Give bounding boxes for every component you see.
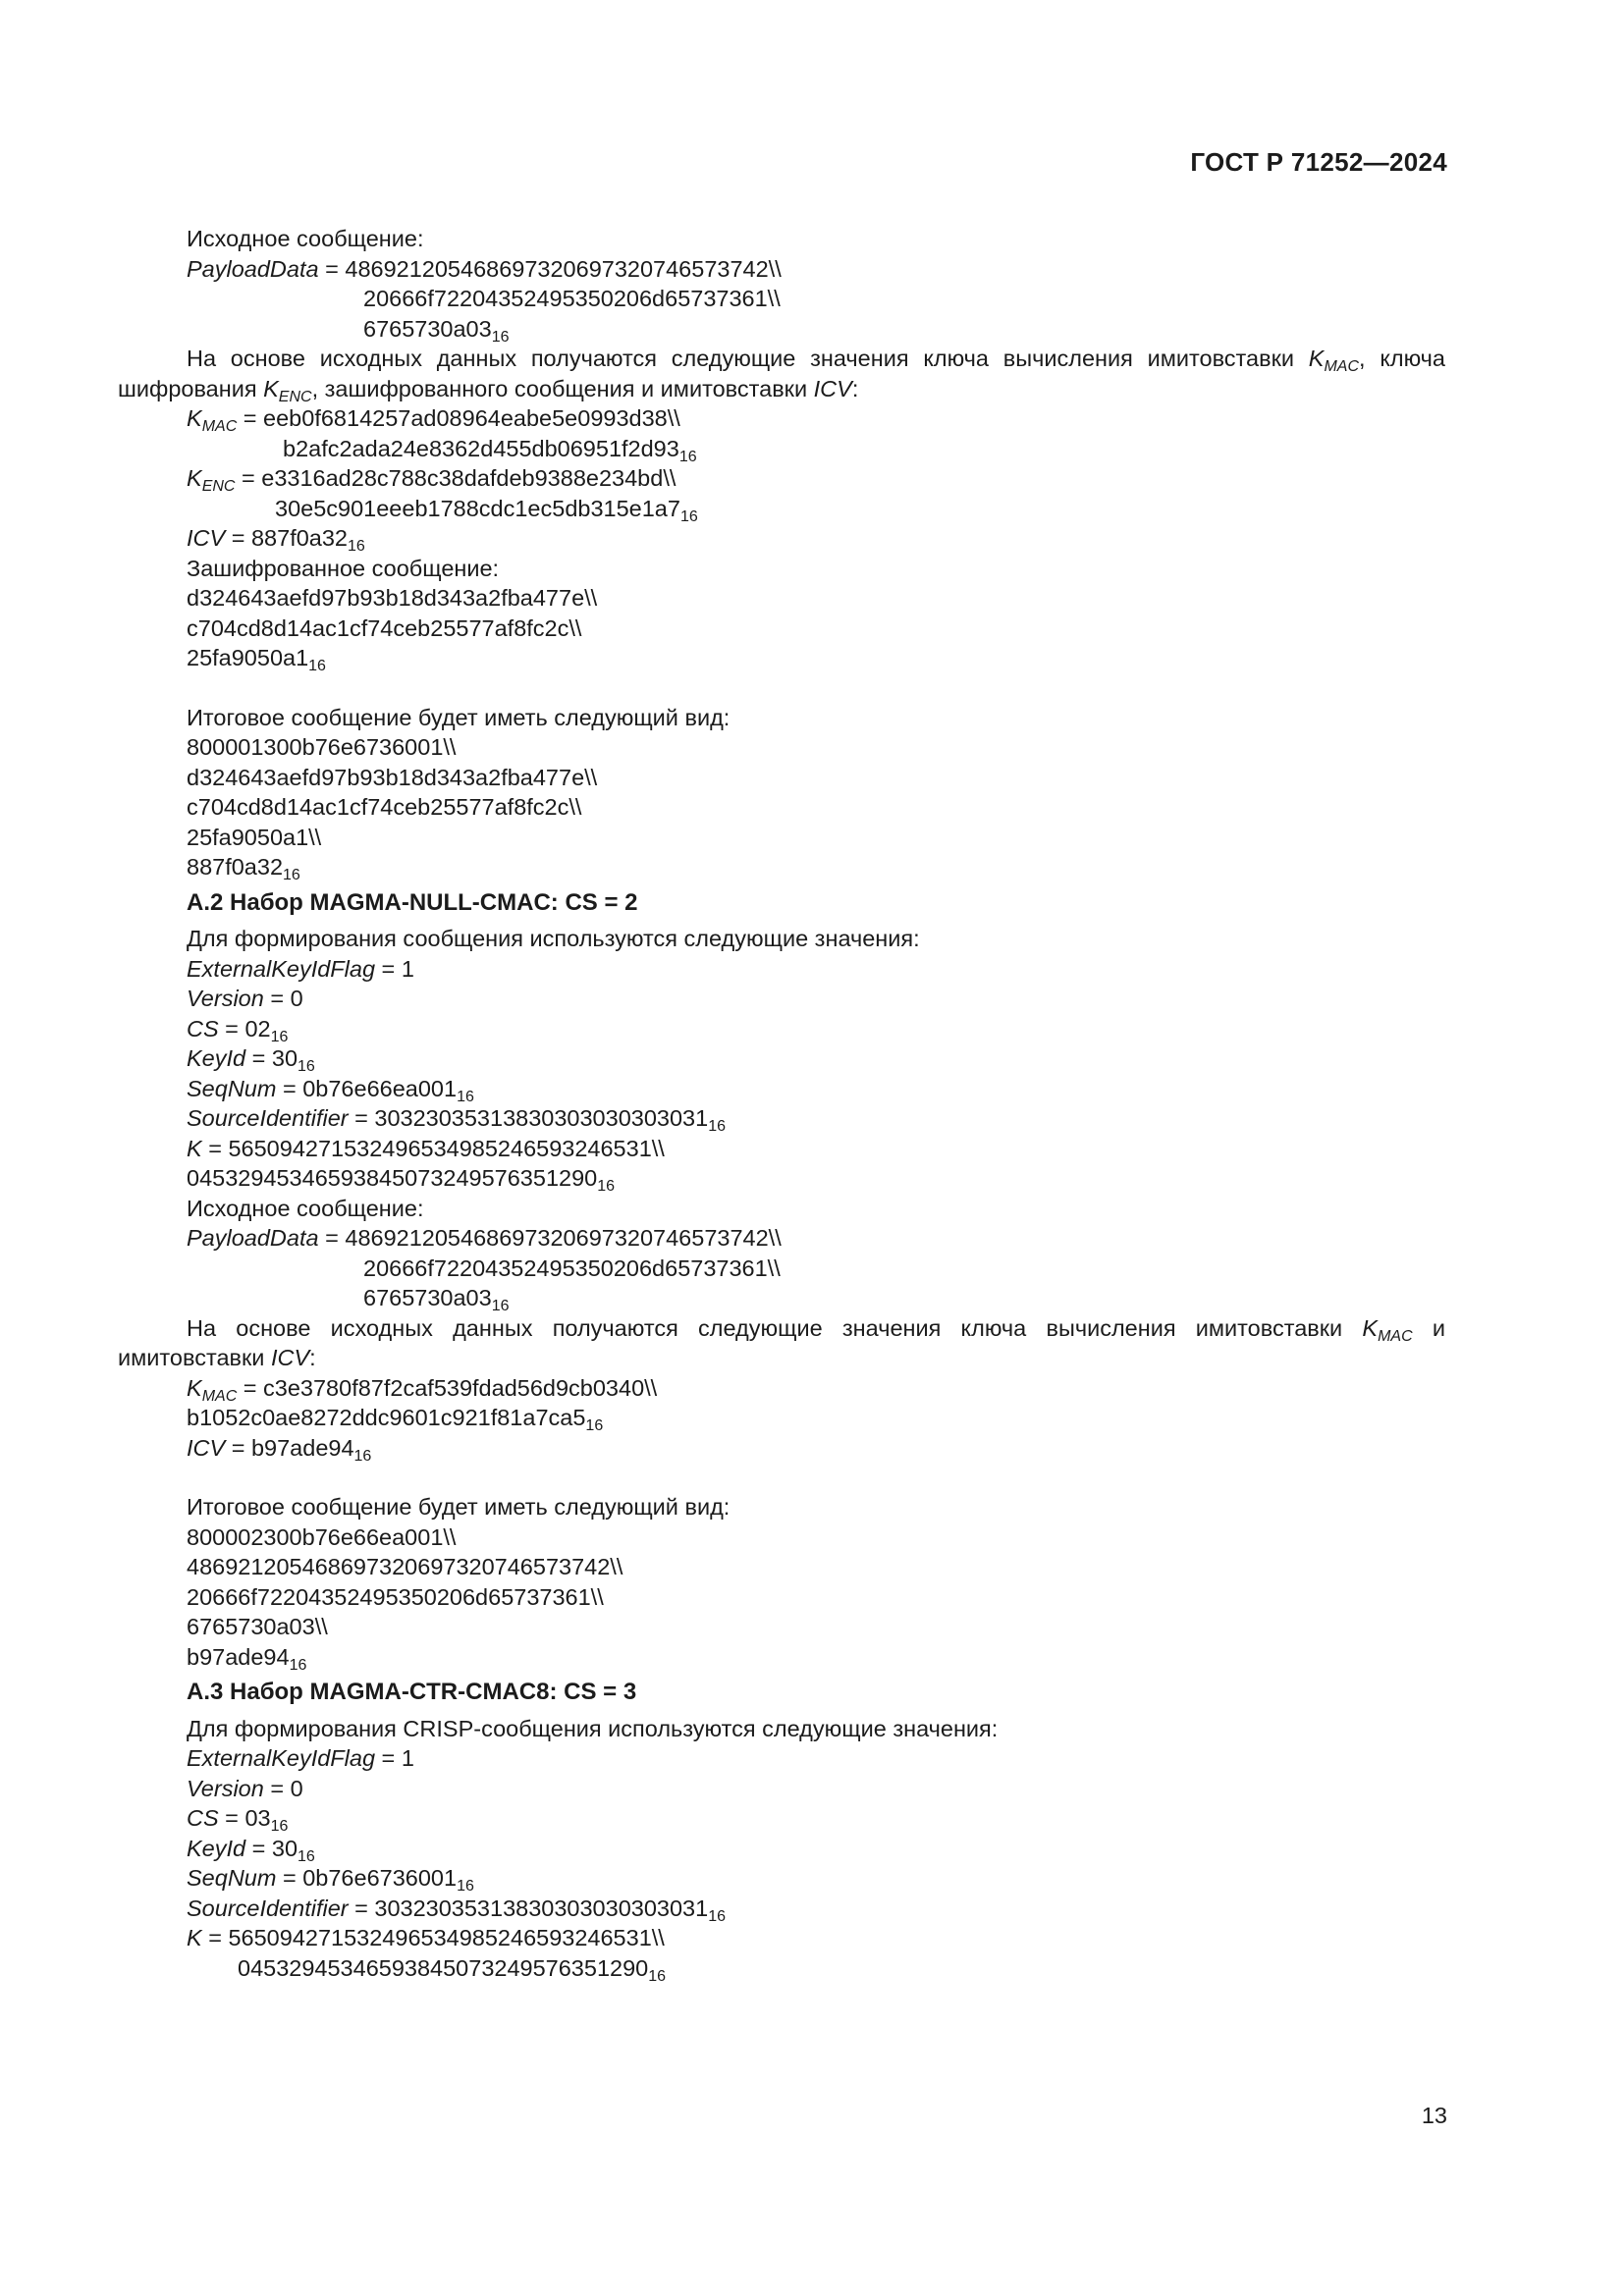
a2-kmac-line-2: $b1052c0ae8272ddc9601c921f81a7ca5_{16}$ (187, 1405, 604, 1434)
a2-source-identifier: SourceIdentifier = $30323035313830303030303031_{16}$ (187, 1105, 726, 1135)
a2-kmac-line-1: $K_{MAC}$ = c3e3780f87f2caf539fdad56d9cb0340\\ (187, 1374, 658, 1405)
a2-payload-line-1: PayloadData = 486921205468697320697320746573742\\ (187, 1225, 782, 1251)
a2-k-line-1: K = 565094271532496534985246593246531\\ (187, 1135, 665, 1161)
a3-seq-num: SeqNum = $0b76e6736001_{16}$ (187, 1865, 474, 1895)
a2-final-line-1: 800002300b76e66ea001\\ (187, 1523, 457, 1550)
a2-final-line-5: $b97ade94_{16}$ (187, 1643, 307, 1674)
a2-intro: Для формирования сообщения используются следующие значения: (187, 926, 920, 951)
kenc-line-2: $30e5c901eeeb1788cdc1ec5db315e1a7_{16}$ (275, 495, 698, 525)
source-message-label: Исходное сообщение: (187, 226, 424, 251)
spacer (118, 1463, 1445, 1492)
encrypted-line-2: c704cd8d14ac1cf74ceb25577af8fc2c\\ (187, 614, 582, 641)
a2-payload-line-2: 20666f72204352495350206d65737361\\ (363, 1255, 781, 1281)
a2-key-id: KeyId = $30_{16}$ (187, 1045, 315, 1075)
page-content (118, 224, 1445, 1983)
kenc-line-1: $K_{ENC}$ = e3316ad28c788c38dafdeb9388e234bd\\ (187, 465, 677, 495)
encrypted-line-1: d324643aefd97b93b18d343a2fba477e\\ (187, 585, 598, 611)
a2-payload-line-3: $6765730a03_{16}$ (363, 1285, 510, 1314)
page-number: 13 (1421, 2103, 1447, 2128)
spacer (118, 673, 1445, 703)
payload-line-1: PayloadData = 486921205468697320697320746573742\\ (187, 255, 782, 282)
a2-final-line-3: 20666f72204352495350206d65737361\\ (187, 1583, 604, 1610)
a3-version: Version = 0 (187, 1775, 303, 1801)
a2-final-message-label: Итоговое сообщение будет иметь следующий вид: (187, 1494, 731, 1520)
payload-line-2: 20666f72204352495350206d65737361\\ (363, 286, 781, 311)
final-message-label: Итоговое сообщение будет иметь следующий вид: (187, 704, 731, 730)
final-line-2: d324643aefd97b93b18d343a2fba477e\\ (187, 764, 598, 790)
final-line-1: 800001300b76e6736001\\ (187, 734, 457, 760)
a2-source-message-label: Исходное сообщение: (187, 1195, 424, 1221)
final-line-4: 25fa9050a1\\ (187, 824, 322, 850)
a3-cs: CS = $03_{16}$ (187, 1805, 289, 1835)
a2-external-key-flag: ExternalKeyIdFlag = 1 (187, 955, 414, 982)
kmac-line-1: $K_{MAC}$ = eeb0f6814257ad08964eabe5e0993d38\\ (187, 405, 680, 435)
a2-final-line-4: 6765730a03\\ (187, 1614, 328, 1639)
a3-intro: Для формирования CRISP-сообщения используются следующие значения: (187, 1715, 999, 1741)
a3-external-key-flag: ExternalKeyIdFlag = 1 (187, 1745, 414, 1771)
a2-seq-num: SeqNum = $0b76e66ea001_{16}$ (187, 1075, 474, 1105)
encrypted-message-label: Зашифрованное сообщение: (187, 555, 500, 581)
encrypted-line-3: $25fa9050a1_{16}$ (187, 645, 326, 674)
derivation-paragraph: На основе исходных данных получаются следующие значения ключа вычисления имитовставки $K_{MAC}$, ключа шифрования $K_{ENC}$, зашифрованного сообщения и имитовставки ICV: (118, 346, 1445, 405)
a3-k-line-2: $04532945346593845073249576351290_{16}$ (238, 1954, 667, 1985)
kmac-line-2: $b2afc2ada24e8362d455db06951f2d93_{16}$ (283, 435, 697, 465)
final-line-5: $887f0a32_{16}$ (187, 854, 300, 883)
a3-source-identifier: SourceIdentifier = $30323035313830303030303031_{16}$ (187, 1895, 726, 1925)
a2-final-line-2: 486921205468697320697320746573742\\ (187, 1554, 623, 1579)
section-a2-heading: А.2 Набор MAGMA-NULL-CMAC: CS = 2 (187, 888, 638, 916)
page-header: ГОСТ Р 71252—2024 (1190, 147, 1447, 177)
a2-version: Version = 0 (187, 986, 303, 1011)
a3-k-line-1: K = 565094271532496534985246593246531\\ (187, 1925, 665, 1950)
a3-key-id: KeyId = $30_{16}$ (187, 1835, 315, 1865)
payload-line-3: $6765730a03_{16}$ (363, 315, 510, 346)
final-line-3: c704cd8d14ac1cf74ceb25577af8fc2c\\ (187, 794, 582, 820)
icv-line: ICV = $887f0a32_{16}$ (187, 525, 365, 555)
a2-cs: CS = $02_{16}$ (187, 1015, 289, 1045)
a2-derivation-paragraph: На основе исходных данных получаются следующие значения ключа вычисления имитовставки $K_{MAC}$ и имитовставки ICV: (118, 1314, 1445, 1370)
a2-icv-line: ICV = $b97ade94_{16}$ (187, 1434, 372, 1465)
section-a3-heading: А.3 Набор MAGMA-CTR-CMAC8: CS = 3 (187, 1679, 637, 1705)
a2-k-line-2: $04532945346593845073249576351290_{16}$ (187, 1165, 616, 1195)
